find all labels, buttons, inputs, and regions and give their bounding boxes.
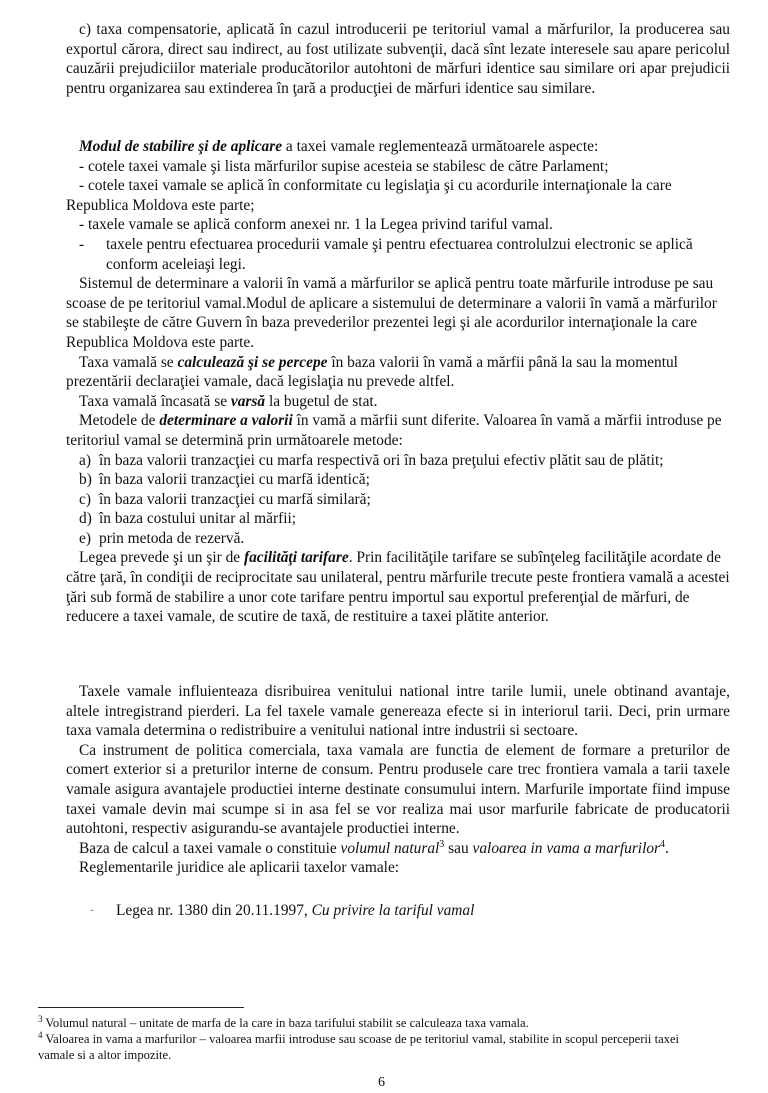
method-list-item: [66, 470, 730, 490]
text: la bugetul de stat.: [265, 392, 378, 410]
modul-dash-item: [66, 235, 730, 274]
emphasis: calculează şi se percepe: [177, 353, 328, 371]
footnote-ref[interactable]: 4: [660, 838, 666, 850]
footnote-separator: [38, 1007, 244, 1008]
text: Baza de calcul a taxei vamale o constituie: [79, 839, 341, 857]
section-effects: [66, 682, 730, 878]
modul-item: - taxele vamale se aplică conform anexei nr. 1 la Legea privind tariful vamal.: [79, 216, 553, 234]
list-marker: b): [79, 471, 92, 489]
paragraph-baza-calcul: [66, 839, 730, 859]
bullet-icon: ·: [90, 903, 94, 917]
modul-intro: [66, 137, 730, 157]
method-list-item: [66, 509, 730, 529]
paragraph-influenta: Taxele vamale influienteaza disribuirea venitului national intre tarile lumii, unele obtinand avantaje, altele intregistrand pierderi. La fel taxele vamale genereaza efecte si in interiorul tarii. Deci, prin urmare taxa vamala determina o redistribuire a venitului national intre industrii si sectoare.: [66, 683, 730, 740]
paragraph-taxa-compensatorie: c) taxa compensatorie, aplicată în cazul introducerii pe teritoriul vamal a mărfurilor, la producerea sau exportul cărora, direct sau indirect, au fost utilizate subvenţii, dacă sînt lezate interesele sau apare pericolul cauzării prejudiciilor materiale producătorilor autohtoni de mărfuri identice sau similare ori apar prejudicii pentru organizarea sau extinderea în ţară a producţiei de mărfuri identice sau similare.: [66, 21, 730, 97]
text: în vamă a mărfii sunt diferite. Valoarea în vamă a mărfii introduse pe teritoriul vamal se determină prin următoarele metode:: [66, 412, 722, 449]
italic-term: valoarea in vama a marfurilor: [472, 839, 661, 857]
modul-intro-text: a taxei vamale reglementează următoarele aspecte:: [282, 138, 599, 155]
paragraph-taxa-calculeaza: [66, 353, 730, 392]
list-item-text: în baza valorii tranzacţiei cu marfă identică;: [99, 471, 370, 489]
method-list-item: [66, 451, 730, 471]
footnote-number: 3: [38, 1013, 43, 1024]
method-list-item: [66, 529, 730, 549]
list-marker: e): [79, 529, 91, 547]
list-item-text: în baza costului unitar al mărfii;: [99, 510, 297, 528]
list-marker: c): [79, 490, 91, 508]
method-list-item: [66, 490, 730, 510]
text: .: [665, 839, 669, 857]
italic-term: Cu privire la tariful vamal: [311, 902, 475, 919]
dash-item-text: taxele pentru efectuarea procedurii vamale şi pentru efectuarea controlulzui electronic se aplică conform aceleiaşi legi.: [106, 235, 693, 273]
paragraph-taxa-varsa: [66, 392, 730, 412]
text: Taxa vamală încasată se: [79, 392, 231, 410]
footnote: [38, 1015, 708, 1031]
dash-marker: -: [79, 235, 85, 253]
modul-heading: Modul de stabilire şi de aplicare: [79, 138, 283, 155]
emphasis: determinare a valorii: [159, 412, 293, 430]
list-marker: a): [79, 451, 91, 469]
bullet-law-item: [116, 901, 474, 921]
modul-item: - cotele taxei vamale se aplică în conformitate cu legislaţia şi cu acordurile internaţionale la care Republica Moldova este parte;: [66, 177, 672, 214]
text: Metodele de: [79, 412, 160, 430]
paragraph-metodele: [66, 411, 730, 450]
footnote-number: 4: [38, 1029, 43, 1040]
modul-item: - cotele taxei vamale şi lista mărfurilor supise acesteia se stabilesc de către Parlament;: [79, 157, 609, 175]
footnote-ref[interactable]: 3: [439, 838, 445, 850]
list-marker: d): [79, 510, 92, 528]
list-item-text: în baza valorii tranzacţiei cu marfa respectivă ori în baza preţului efectiv plătit sau de plătit;: [99, 451, 664, 469]
footnote-text: Volumul natural – unitate de marfa de la care in baza tarifului stabilit se calculeaza taxa vamala.: [42, 1016, 529, 1030]
emphasis: facilităţi tarifare: [243, 549, 349, 567]
list-item-text: prin metoda de rezervă.: [99, 529, 245, 547]
paragraph-facilitati: [66, 548, 730, 626]
italic-term: volumul natural: [340, 839, 440, 857]
footnote-text: Valoarea in vama a marfurilor – valoarea marfii introduse sau scoase de pe teritoriul vamal, stabilite in scopul perceperii taxei vamale si a altor impozite.: [38, 1032, 680, 1062]
text: sau: [444, 839, 473, 857]
paragraph-sistemul: Sistemul de determinare a valorii în vamă a mărfurilor se aplică pentru toate mărfurile introduse pe sau scoase de pe teritoriul vamal.Modul de aplicare a sistemului de determinare a valorii în vamă a mărfurilor se stabileşte de către Guvern în baza prevederilor prezentei legi şi ale acordurilor internaţionale la care Republica Moldova este parte.: [66, 275, 717, 351]
text: Taxa vamală se: [79, 353, 178, 371]
paragraph-instrument: Ca instrument de politica comerciala, taxa vamala are functia de element de formare a preturilor de comert exterior si a preturilor interne de consum. Pentru produsele care trec frontiera vamala a tarii taxele vamale asigura avantajele productiei interne destinate consumului intern. Marfurile importate fiind impuse taxei vamale devin mai scumpe si in asa fel se vor realiza mai usor marfurile fabricate de producatorii autohtoni, respectiv asigurandu-se avantajele productiei interne.: [66, 741, 730, 838]
section-modul-de-aplicare: [66, 137, 730, 627]
text: . Prin facilităţile tarifare se subînţeleg facilităţile acordate de către ţară, în condiţii de reciprocitate sau unilateral, pentru mărfurile trecute peste frontiera vamală a acestei ţări sub formă de stabilire a unor cote tarifare pentru importul sau exportul preferenţial de mărfuri, de reducere a taxei vamale, de scutire de taxă, de restituire a taxei plătite anterior.: [66, 549, 730, 626]
text: Legea nr. 1380 din 20.11.1997,: [116, 902, 312, 919]
list-item-text: în baza valorii tranzacţiei cu marfă similară;: [99, 490, 371, 508]
footnote: [38, 1031, 708, 1063]
text: în baza valorii în vamă a mărfii până la sau la momentul prezentării declaraţiei vamale, dacă legislaţia nu prevede altfel.: [66, 353, 678, 391]
paragraph-reglementari: Reglementarile juridice ale aplicarii taxelor vamale:: [79, 859, 400, 877]
page-number: 6: [378, 1075, 385, 1090]
emphasis: varsă: [230, 392, 266, 410]
text: Legea prevede şi un şir de: [79, 549, 244, 567]
